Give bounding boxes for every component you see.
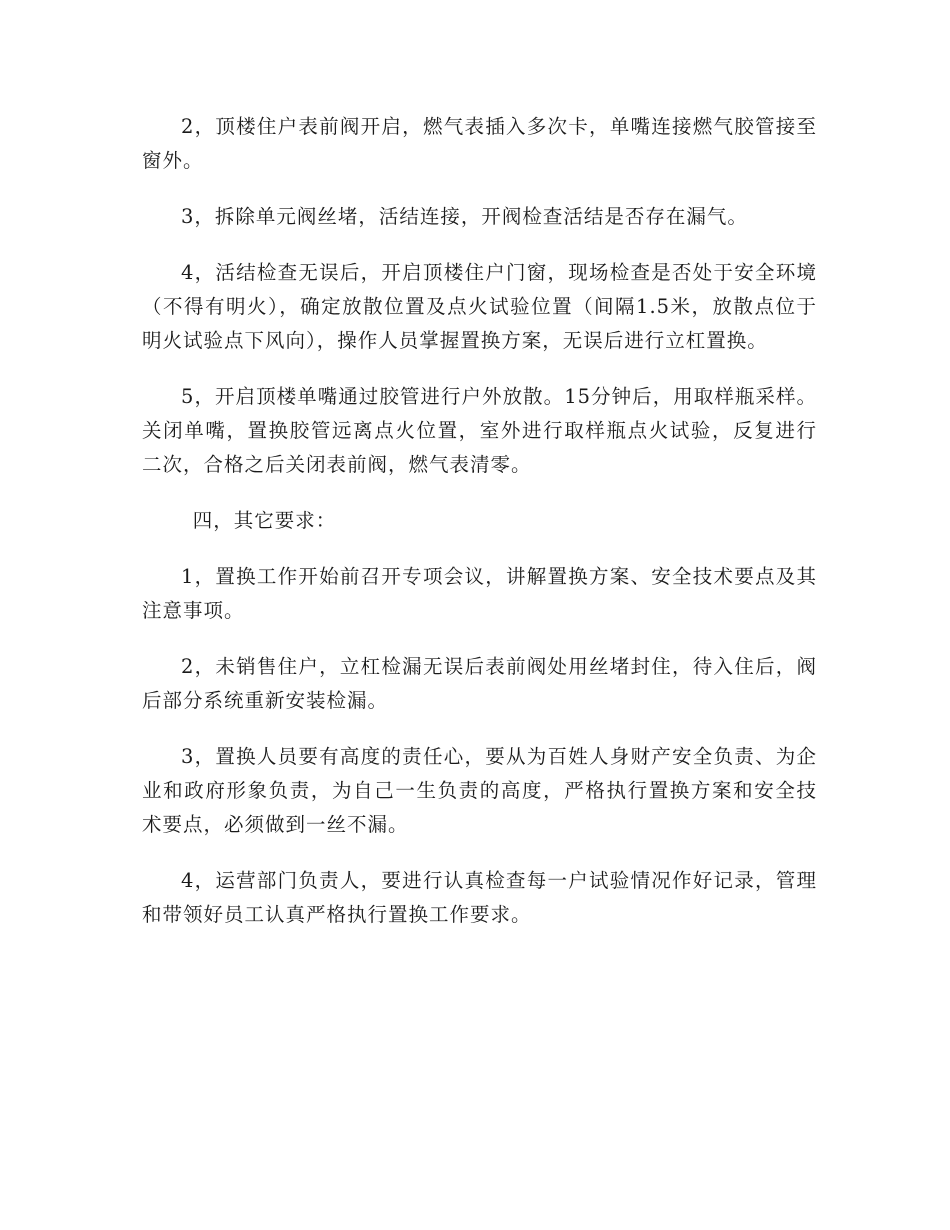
requirement-item-1: 1，置换工作开始前召开专项会议，讲解置换方案、安全技术要点及其注意事项。 (142, 565, 817, 622)
paragraph-step-3: 3，拆除单元阀丝堵，活结连接，开阀检查活结是否存在漏气。 (181, 205, 748, 228)
paragraph-step-4: 4，活结检查无误后，开启顶楼住户门窗，现场检查是否处于安全环境（不得有明火），确定放散位置及点火试验位置（间隔1.5米，放散点位于明火试验点下风向），操作人员掌握置换方案，无误后进行立杠置换。 (142, 261, 817, 352)
section-heading-other-requirements: 四，其它要求： (192, 509, 337, 532)
requirement-item-4: 4，运营部门负责人，要进行认真检查每一户试验情况作好记录，管理和带领好员工认真严格执行置换工作要求。 (142, 869, 817, 926)
paragraph-step-5: 5，开启顶楼单嘴通过胶管进行户外放散。15分钟后，用取样瓶采样。关闭单嘴，置换胶管远离点火位置，室外进行取样瓶点火试验，反复进行二次，合格之后关闭表前阀，燃气表清零。 (142, 385, 817, 476)
requirement-item-2: 2，未销售住户，立杠检漏无误后表前阀处用丝堵封住，待入住后，阀后部分系统重新安装检漏。 (142, 655, 817, 712)
requirement-item-3: 3，置换人员要有高度的责任心，要从为百姓人身财产安全负责、为企业和政府形象负责，为自己一生负责的高度，严格执行置换方案和安全技术要点，必须做到一丝不漏。 (142, 745, 817, 836)
document-body (142, 110, 817, 954)
paragraph-step-2: 2，顶楼住户表前阀开启，燃气表插入多次卡，单嘴连接燃气胶管接至窗外。 (142, 115, 817, 172)
